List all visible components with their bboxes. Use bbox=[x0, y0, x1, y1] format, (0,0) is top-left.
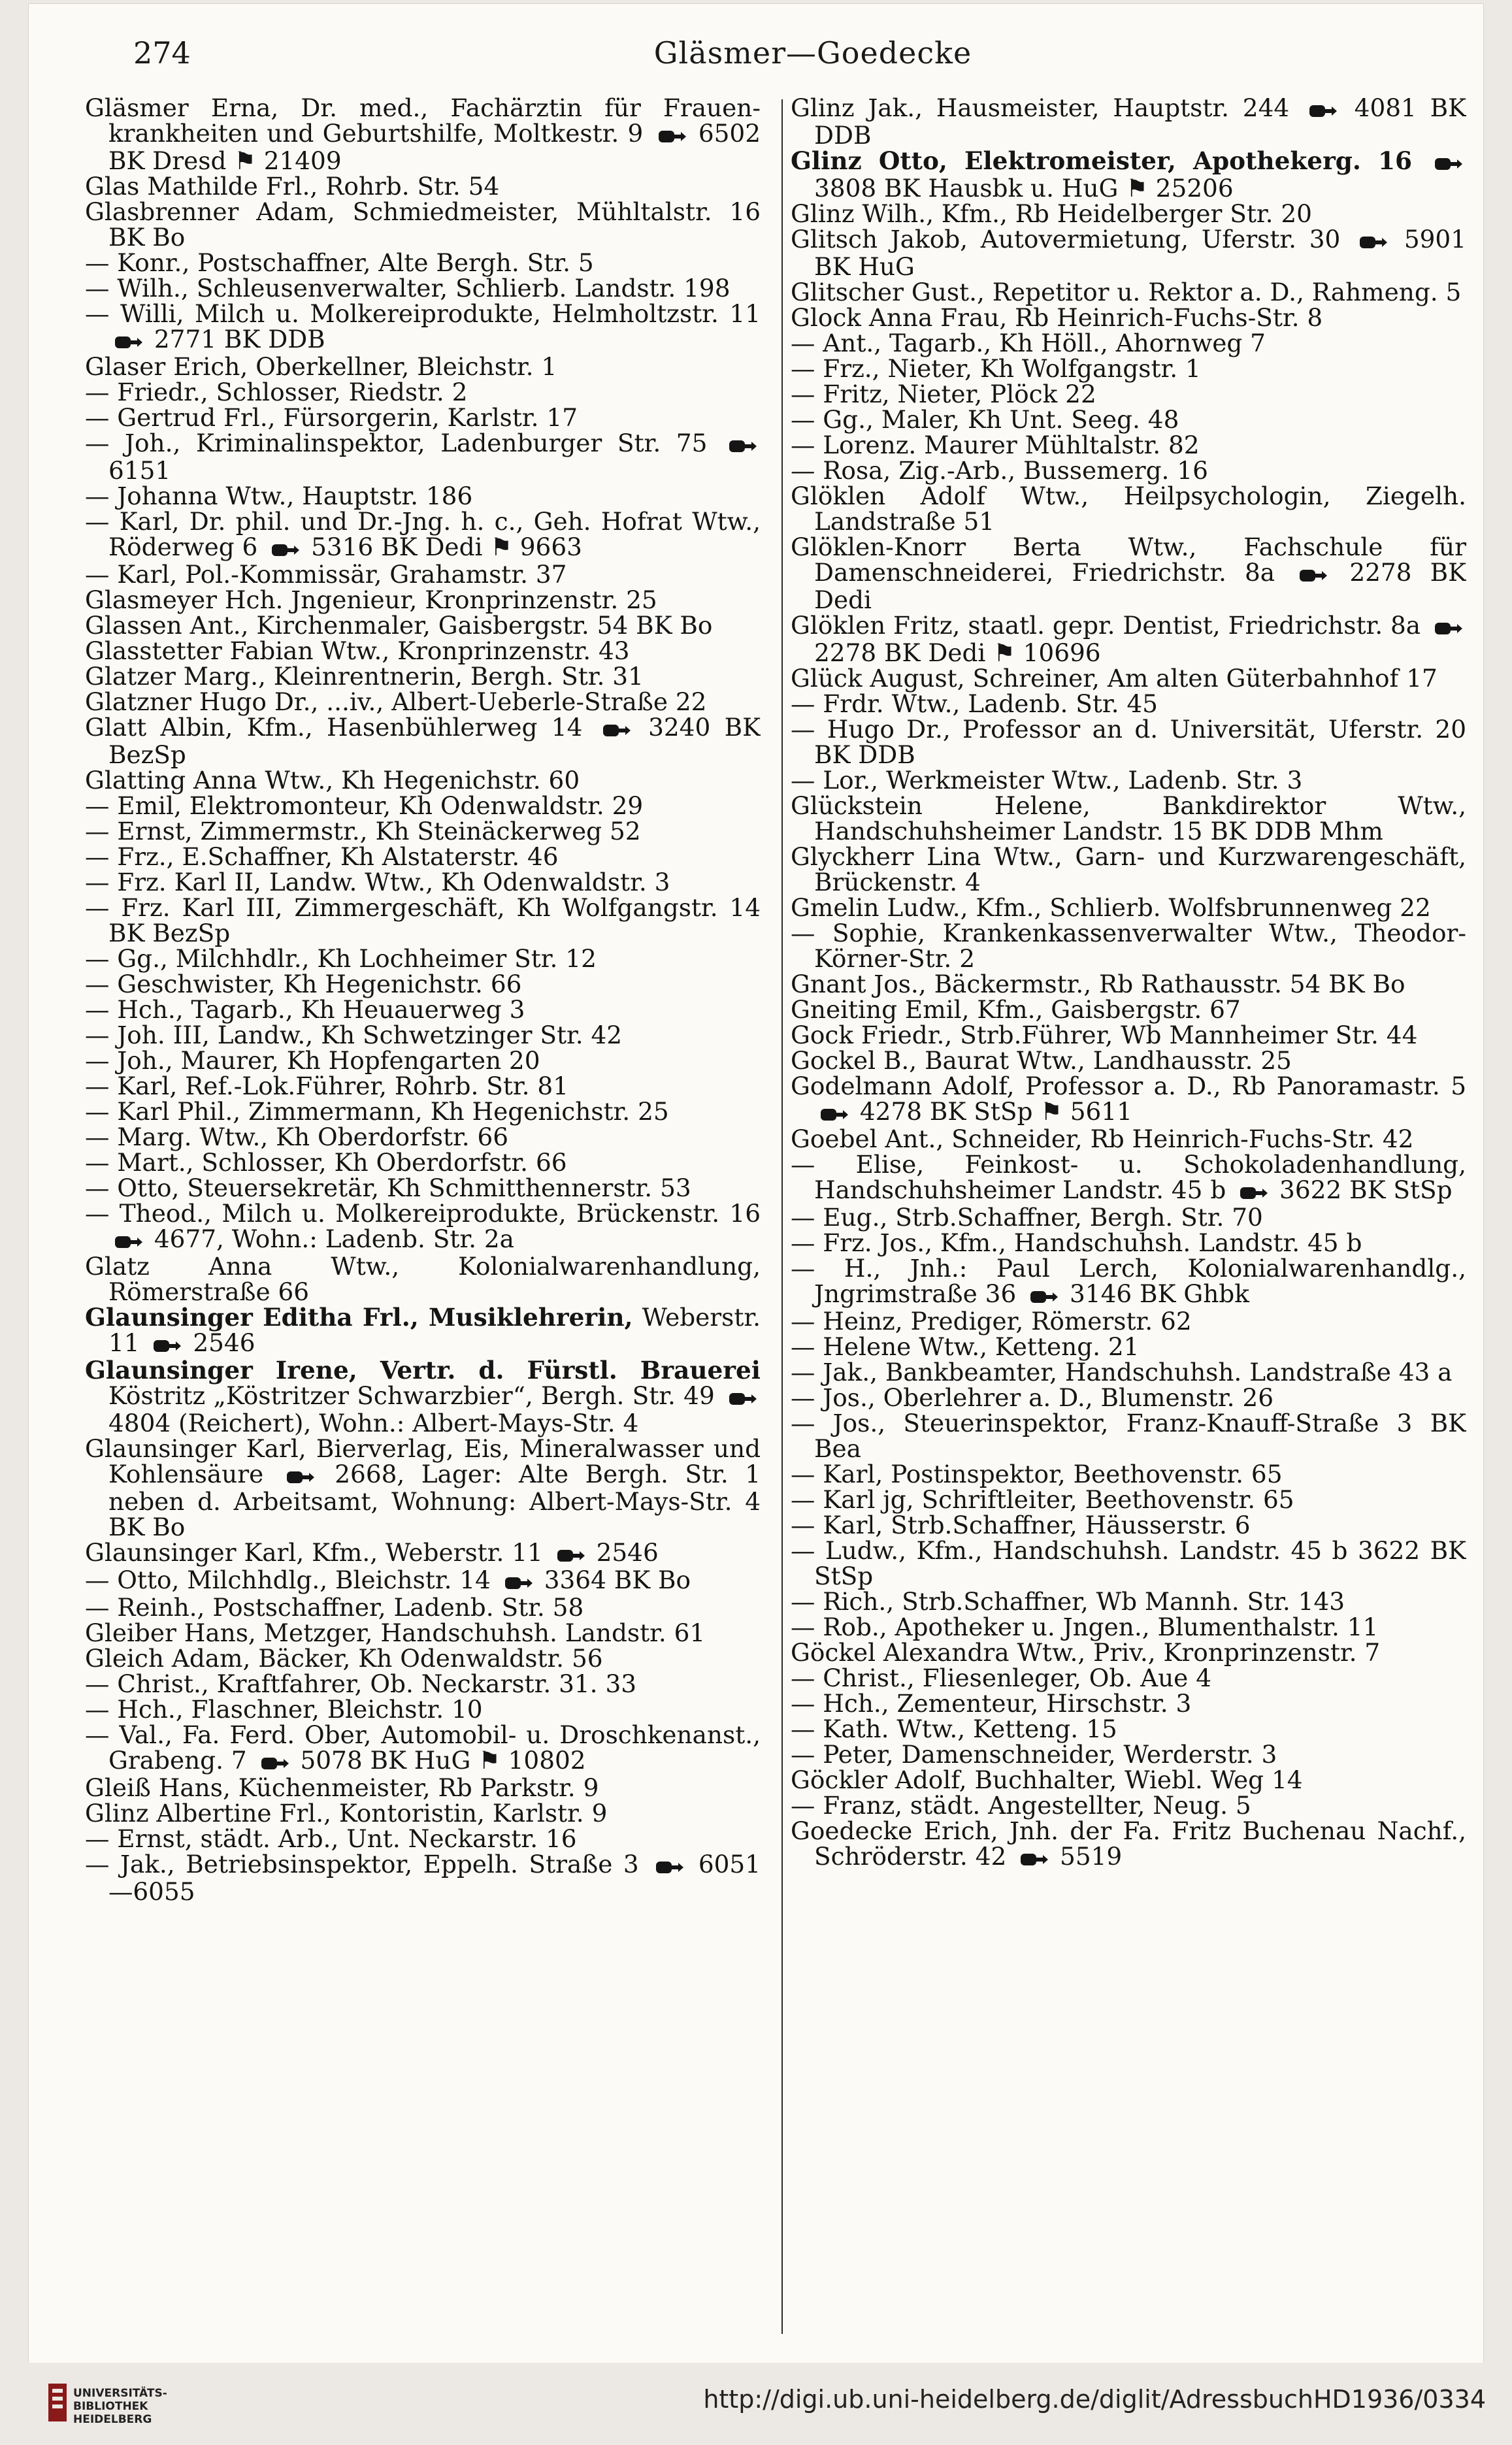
directory-entry: — H., Jnh.: Paul Lerch, Kolonialwarenhandlg., Jngrimstraße 36 3146 BK Ghbk bbox=[791, 1254, 1466, 1308]
directory-entry: Glasstetter Fabian Wtw., Kronprinzenstr. 43 bbox=[85, 636, 630, 665]
directory-entry: Gockel B., Baurat Wtw., Landhausstr. 25 bbox=[791, 1046, 1292, 1075]
running-title: Gläsmer—Goedecke bbox=[653, 35, 972, 71]
directory-entry: Glaunsinger Karl, Bierverlag, Eis, Mineralwasser und Kohlensäure 2668, Lager: Alte Bergh. Str. 1 neben d. Arbeitsamt, Wohnung: Albert-Mays-Str. 4 BK Bo bbox=[85, 1434, 761, 1541]
directory-entry: — Ludw., Kfm., Handschuhsh. Landstr. 45 b 3622 BK StSp bbox=[791, 1536, 1466, 1590]
directory-entry: Glitsch Jakob, Autovermietung, Uferstr. 30 5901 BK HuG bbox=[791, 225, 1466, 281]
directory-entry: Glasbrenner Adam, Schmiedmeister, Mühltalstr. 16 BK Bo bbox=[85, 197, 761, 252]
directory-entry: — Ernst, Zimmermstr., Kh Steinäckerweg 52 bbox=[85, 817, 641, 845]
directory-entry: Glassen Ant., Kirchenmaler, Gaisbergstr. 54 BK Bo bbox=[85, 611, 713, 640]
column-divider bbox=[781, 99, 783, 2334]
page-number: 274 bbox=[133, 35, 191, 71]
directory-entry: Gneiting Emil, Kfm., Gaisbergstr. 67 bbox=[791, 995, 1241, 1024]
logo-line-3: HEIDELBERG bbox=[73, 2413, 152, 2426]
directory-entry: — Val., Fa. Ferd. Ober, Automobil- u. Droschkenanst., Grabeng. 7 5078 BK HuG ⚑ 10802 bbox=[85, 1720, 761, 1775]
directory-entry: Göckler Adolf, Buchhalter, Wiebl. Weg 14 bbox=[791, 1765, 1303, 1794]
directory-entry: Glinz Wilh., Kfm., Rb Heidelberger Str. 20 bbox=[791, 199, 1312, 228]
directory-entry: Glückstein Helene, Bankdirektor Wtw., Handschuhsheimer Landstr. 15 BK DDB Mhm bbox=[791, 791, 1466, 845]
directory-entry: — Christ., Fliesenleger, Ob. Aue 4 bbox=[791, 1664, 1211, 1692]
directory-entry: Glatzner Hugo Dr., ...iv., Albert-Ueberle-Straße 22 bbox=[85, 687, 707, 716]
directory-entry: Glasmeyer Hch. Jngenieur, Kronprinzenstr. 25 bbox=[85, 585, 657, 614]
directory-entry: Glaunsinger Editha Frl., Musiklehrerin, Weberstr. 11 2546 bbox=[85, 1303, 761, 1357]
directory-entry: Gnant Jos., Bäckermstr., Rb Rathausstr. 54 BK Bo bbox=[791, 970, 1405, 998]
directory-entry: — Karl, Dr. phil. und Dr.-Jng. h. c., Geh. Hofrat Wtw., Röderweg 6 5316 BK Dedi ⚑ 9663 bbox=[85, 507, 761, 561]
directory-entry: Gleiß Hans, Küchenmeister, Rb Parkstr. 9 bbox=[85, 1773, 599, 1802]
directory-entry: — Rob., Apotheker u. Jngen., Blumenthalstr. 11 bbox=[791, 1613, 1379, 1641]
directory-entry: Glatt Albin, Kfm., Hasenbühlerweg 14 3240 BK BezSp bbox=[85, 713, 761, 769]
directory-entry: Glinz Otto, Elektromeister, Apothekerg. 16 3808 BK Hausbk u. HuG ⚑ 25206 bbox=[791, 148, 1466, 201]
telephone-icon bbox=[112, 329, 142, 354]
directory-entry: — Karl, Pol.-Kommissär, Grahamstr. 37 bbox=[85, 560, 567, 589]
directory-entry: — Jos., Steuerinspektor, Franz-Knauff-Straße 3 BK Bea bbox=[791, 1409, 1466, 1463]
directory-entry: — Gg., Milchhdlr., Kh Lochheimer Str. 12 bbox=[85, 944, 597, 973]
directory-entry: — Hch., Flaschner, Bleichstr. 10 bbox=[85, 1695, 483, 1724]
directory-entry: — Frz. Karl III, Zimmergeschäft, Kh Wolfgangstr. 14 BK BezSp bbox=[85, 893, 761, 947]
directory-entry: Glinz Albertine Frl., Kontoristin, Karlstr. 9 bbox=[85, 1799, 608, 1828]
directory-entry: Gleich Adam, Bäcker, Kh Odenwaldstr. 56 bbox=[85, 1644, 603, 1673]
directory-entry: — Mart., Schlosser, Kh Oberdorfstr. 66 bbox=[85, 1148, 567, 1177]
directory-entry: — Jak., Bankbeamter, Handschuhsh. Landstraße 43 a bbox=[791, 1358, 1453, 1387]
directory-entry: — Franz, städt. Angestellter, Neug. 5 bbox=[791, 1791, 1251, 1820]
directory-entry: — Ernst, städt. Arb., Unt. Neckarstr. 16 bbox=[85, 1824, 577, 1853]
directory-entry: Glöklen Fritz, staatl. gepr. Dentist, Friedrichstr. 8a 2278 BK Dedi ⚑ 10696 bbox=[791, 613, 1466, 666]
telephone-icon bbox=[259, 1750, 289, 1775]
telephone-icon bbox=[1432, 150, 1462, 176]
telephone-icon bbox=[1297, 562, 1327, 587]
directory-entry: — Jak., Betriebsinspektor, Eppelh. Straße 3 6051—6055 bbox=[85, 1850, 761, 1906]
directory-entry: Glatting Anna Wtw., Kh Hegenichstr. 60 bbox=[85, 766, 580, 795]
right-column bbox=[791, 95, 1466, 2340]
directory-entry: Glaunsinger Irene, Vertr. d. Fürstl. Brauerei Köstritz „Köstritzer Schwarzbier“, Bergh. Str. 49 4804 (Reichert), Wohn.: Albert-Mays-Str. 4 bbox=[85, 1356, 761, 1437]
directory-entry: — Sophie, Krankenkassenverwalter Wtw., Theodor-Körner-Str. 2 bbox=[791, 919, 1466, 973]
telephone-icon bbox=[1238, 1179, 1268, 1205]
directory-entry: — Hch., Tagarb., Kh Heuauerweg 3 bbox=[85, 995, 525, 1024]
directory-entry: — Konr., Postschaffner, Alte Bergh. Str. 5 bbox=[85, 248, 594, 277]
directory-entry: — Frz., E.Schaffner, Kh Alstaterstr. 46 bbox=[85, 842, 559, 871]
directory-entry: — Joh., Kriminalinspektor, Ladenburger Str. 75 6151 bbox=[85, 431, 761, 484]
directory-entry: Glyckherr Lina Wtw., Garn- und Kurzwarengeschäft, Brückenstr. 4 bbox=[791, 842, 1466, 896]
telephone-icon bbox=[818, 1101, 848, 1126]
directory-entry: — Rosa, Zig.-Arb., Bussemerg. 16 bbox=[791, 456, 1208, 485]
telephone-icon bbox=[1432, 615, 1462, 640]
directory-entry: Goedecke Erich, Jnh. der Fa. Fritz Buchenau Nachf., Schröderstr. 42 5519 bbox=[791, 1816, 1466, 1871]
telephone-icon bbox=[284, 1464, 314, 1489]
telephone-icon bbox=[727, 433, 757, 458]
directory-entry: — Hugo Dr., Professor an d. Universität, Uferstr. 20 BK DDB bbox=[791, 715, 1466, 769]
telephone-icon bbox=[151, 1332, 181, 1358]
directory-entry: — Reinh., Postschaffner, Ladenb. Str. 58 bbox=[85, 1593, 584, 1622]
directory-entry: — Frz., Nieter, Kh Wolfgangstr. 1 bbox=[791, 354, 1201, 383]
directory-entry: Glas Mathilde Frl., Rohrb. Str. 54 bbox=[85, 172, 500, 201]
directory-entry: Gmelin Ludw., Kfm., Schlierb. Wolfsbrunnenweg 22 bbox=[791, 893, 1431, 922]
telephone-icon bbox=[600, 717, 631, 742]
telephone-icon bbox=[1028, 1283, 1058, 1309]
directory-entry: Godelmann Adolf, Professor a. D., Rb Panoramastr. 5 4278 BK StSp ⚑ 5611 bbox=[791, 1072, 1466, 1126]
directory-entry: Glöklen-Knorr Berta Wtw., Fachschule für Damenschneiderei, Friedrichstr. 8a 2278 BK Dedi bbox=[791, 533, 1466, 614]
telephone-icon bbox=[727, 1385, 757, 1411]
directory-entry: — Christ., Kraftfahrer, Ob. Neckarstr. 31. 33 bbox=[85, 1669, 637, 1698]
telephone-icon bbox=[1018, 1846, 1048, 1871]
directory-entry: Glatzer Marg., Kleinrentnerin, Bergh. Str. 31 bbox=[85, 662, 644, 691]
directory-entry: — Willi, Milch u. Molkereiprodukte, Helmholtzstr. 11 2771 BK DDB bbox=[85, 299, 761, 353]
directory-entry: — Kath. Wtw., Ketteng. 15 bbox=[791, 1715, 1117, 1743]
directory-entry: — Lorenz. Maurer Mühltalstr. 82 bbox=[791, 431, 1200, 459]
directory-entry: — Peter, Damenschneider, Werderstr. 3 bbox=[791, 1740, 1277, 1769]
directory-entry: — Gg., Maler, Kh Unt. Seeg. 48 bbox=[791, 405, 1179, 434]
directory-entry: — Jos., Oberlehrer a. D., Blumenstr. 26 bbox=[791, 1383, 1274, 1412]
telephone-icon bbox=[1307, 97, 1337, 123]
directory-entry: — Eug., Strb.Schaffner, Bergh. Str. 70 bbox=[791, 1203, 1263, 1232]
entry-bold-name: Glaunsinger Irene, Vertr. d. Fürstl. Brauerei bbox=[85, 1356, 761, 1385]
directory-entry: Goebel Ant., Schneider, Rb Heinrich-Fuchs-Str. 42 bbox=[791, 1124, 1414, 1153]
directory-entry: — Heinz, Prediger, Römerstr. 62 bbox=[791, 1307, 1192, 1336]
directory-entry: — Friedr., Schlosser, Riedstr. 2 bbox=[85, 378, 468, 406]
directory-entry: — Gertrud Frl., Fürsorgerin, Karlstr. 17 bbox=[85, 403, 578, 432]
directory-entry: — Joh., Maurer, Kh Hopfengarten 20 bbox=[85, 1046, 540, 1075]
directory-entry: — Rich., Strb.Schaffner, Wb Mannh. Str. 143 bbox=[791, 1587, 1345, 1616]
directory-entry: — Joh. III, Landw., Kh Schwetzinger Str. 42 bbox=[85, 1021, 623, 1049]
directory-entry: Gock Friedr., Strb.Führer, Wb Mannheimer Str. 44 bbox=[791, 1021, 1418, 1049]
logo-line-1: UNIVERSITÄTS- bbox=[73, 2387, 167, 2400]
directory-entry: — Hch., Zementeur, Hirschstr. 3 bbox=[791, 1689, 1192, 1718]
directory-entry: — Karl, Postinspektor, Beethovenstr. 65 bbox=[791, 1460, 1283, 1488]
telephone-icon bbox=[555, 1542, 585, 1567]
directory-entry: — Wilh., Schleusenverwalter, Schlierb. Landstr. 198 bbox=[85, 274, 731, 303]
directory-entry: — Ant., Tagarb., Kh Höll., Ahornweg 7 bbox=[791, 329, 1266, 357]
directory-entry: — Fritz, Nieter, Plöck 22 bbox=[791, 380, 1096, 408]
directory-entry: — Helene Wtw., Ketteng. 21 bbox=[791, 1332, 1140, 1361]
directory-entry: Glatz Anna Wtw., Kolonialwarenhandlung, Römerstraße 66 bbox=[85, 1252, 761, 1306]
directory-entry: — Frz. Karl II, Landw. Wtw., Kh Odenwaldstr. 3 bbox=[85, 868, 670, 896]
entry-bold-name: Glinz Otto, Elektromeister, Apothekerg. 16 bbox=[791, 146, 1413, 175]
directory-entry: — Karl, Ref.-Lok.Führer, Rohrb. Str. 81 bbox=[85, 1072, 569, 1100]
directory-entry: — Otto, Steuersekretär, Kh Schmitthennerstr. 53 bbox=[85, 1173, 691, 1202]
directory-entry: Göckel Alexandra Wtw., Priv., Kronprinzenstr. 7 bbox=[791, 1638, 1381, 1667]
directory-entry: — Marg. Wtw., Kh Oberdorfstr. 66 bbox=[85, 1123, 509, 1151]
telephone-icon bbox=[502, 1569, 533, 1595]
directory-entry: — Karl, Strb.Schaffner, Häusserstr. 6 bbox=[791, 1511, 1251, 1539]
directory-entry: Glück August, Schreiner, Am alten Güterbahnhof 17 bbox=[791, 664, 1438, 693]
left-column bbox=[85, 95, 761, 2340]
directory-entry: Glinz Jak., Hausmeister, Hauptstr. 244 4081 BK DDB bbox=[791, 95, 1466, 150]
footer-bar bbox=[0, 2363, 1512, 2445]
directory-entry: — Emil, Elektromonteur, Kh Odenwaldstr. 29 bbox=[85, 791, 644, 820]
directory-entry: — Elise, Feinkost- u. Schokoladenhandlung, Handschuhsheimer Landstr. 45 b 3622 BK StSp bbox=[791, 1150, 1466, 1204]
source-url-link[interactable]: http://digi.ub.uni-heidelberg.de/diglit/AdressbuchHD1936/0334 bbox=[703, 2385, 1486, 2414]
directory-entry: — Lor., Werkmeister Wtw., Ladenb. Str. 3 bbox=[791, 766, 1303, 795]
directory-entry: Glock Anna Frau, Rb Heinrich-Fuchs-Str. 8 bbox=[791, 303, 1323, 332]
directory-entry: Glitscher Gust., Repetitor u. Rektor a. D., Rahmeng. 5 bbox=[791, 278, 1462, 306]
directory-entry: Gleiber Hans, Metzger, Handschuhsh. Landstr. 61 bbox=[85, 1618, 706, 1647]
directory-entry: — Otto, Milchhdlg., Bleichstr. 14 3364 BK Bo bbox=[85, 1566, 691, 1594]
directory-entry: Glaunsinger Karl, Kfm., Weberstr. 11 2546 bbox=[85, 1538, 659, 1567]
directory-entry: — Karl jg, Schriftleiter, Beethovenstr. 65 bbox=[791, 1485, 1294, 1514]
directory-entry: — Johanna Wtw., Hauptstr. 186 bbox=[85, 482, 473, 510]
telephone-icon bbox=[656, 123, 686, 148]
telephone-icon bbox=[1357, 229, 1387, 254]
entry-bold-name: Glaunsinger Editha Frl., Musiklehrerin, bbox=[85, 1303, 633, 1332]
directory-entry: Glöklen Adolf Wtw., Heilpsychologin, Ziegelh. Landstraße 51 bbox=[791, 482, 1466, 536]
directory-entry: — Frz. Jos., Kfm., Handschuhsh. Landstr. 45 b bbox=[791, 1228, 1362, 1257]
directory-entry: — Frdr. Wtw., Ladenb. Str. 45 bbox=[791, 689, 1158, 718]
directory-entry: — Theod., Milch u. Molkereiprodukte, Brückenstr. 16 4677, Wohn.: Ladenb. Str. 2a bbox=[85, 1199, 761, 1253]
telephone-icon bbox=[269, 536, 299, 562]
directory-entry: Glaser Erich, Oberkellner, Bleichstr. 1 bbox=[85, 352, 557, 381]
telephone-icon bbox=[112, 1228, 142, 1254]
telephone-icon bbox=[653, 1854, 683, 1879]
directory-entry: — Karl Phil., Zimmermann, Kh Hegenichstr. 25 bbox=[85, 1097, 669, 1126]
directory-entry: Gläsmer Erna, Dr. med., Fachärztin für Frauen-krankheiten und Geburtshilfe, Moltkestr. 9 6502 BK Dresd ⚑ 21409 bbox=[85, 95, 761, 175]
page-header bbox=[106, 33, 1512, 78]
logo-line-2: BIBLIOTHEK bbox=[73, 2400, 148, 2413]
directory-entry: — Geschwister, Kh Hegenichstr. 66 bbox=[85, 970, 522, 998]
library-logo bbox=[46, 2374, 170, 2433]
